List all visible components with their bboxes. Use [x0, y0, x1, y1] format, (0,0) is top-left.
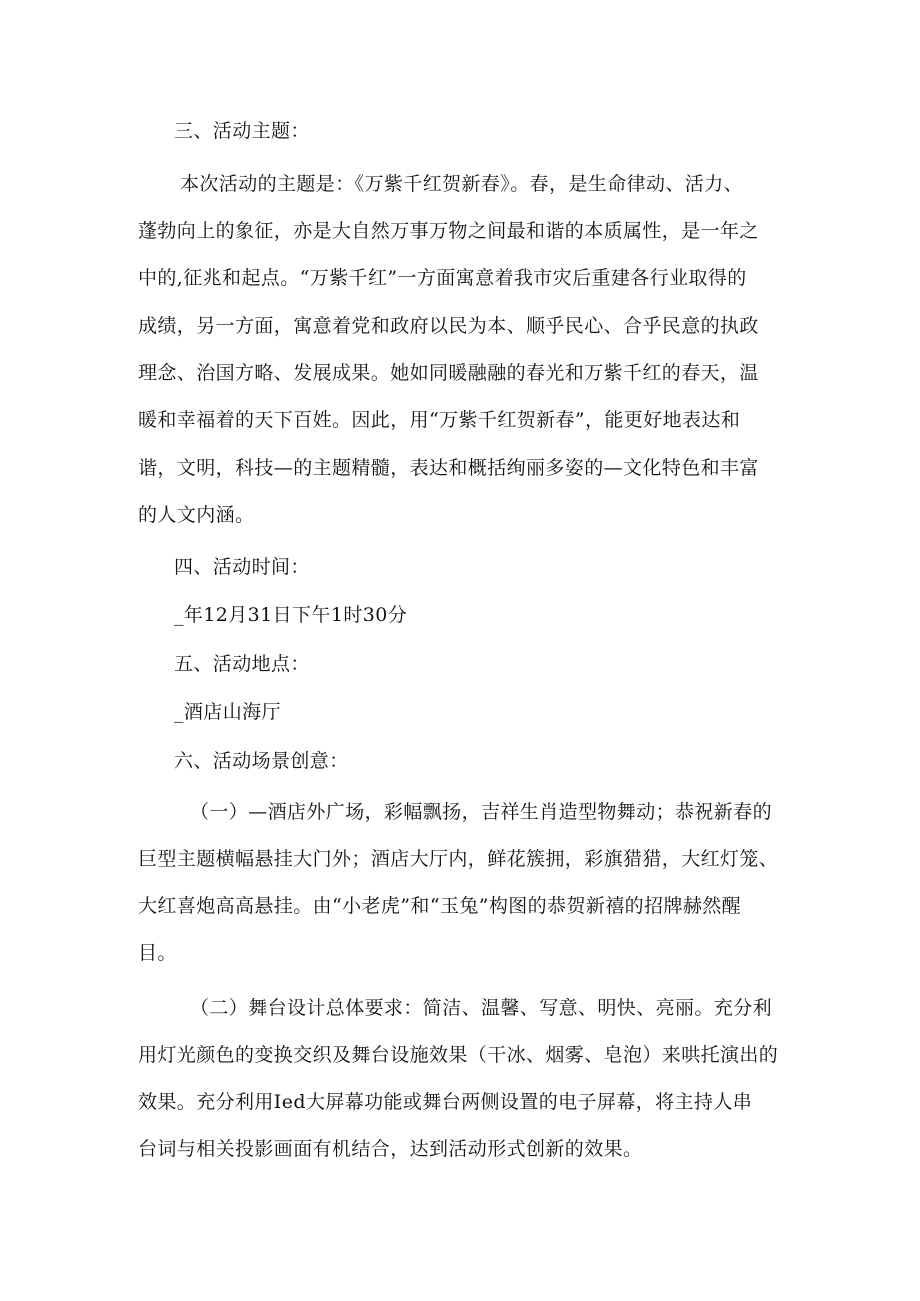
time-value: _年12月31日下午1时30分 — [174, 604, 408, 626]
scene-paragraph-2-line: （二）舞台设计总体要求：简洁、温馨、写意、明快、亮丽。充分利 — [190, 997, 773, 1019]
theme-paragraph-line: 谐，文明，科技—的主题精髓，表达和概括绚丽多姿的—文化特色和丰富 — [138, 457, 759, 479]
scene-paragraph-1-line: （一）—酒店外广场，彩幅飘扬，吉祥生肖造型物舞动；恭祝新春的 — [190, 801, 773, 823]
theme-paragraph-line: 蓬勃向上的象征，亦是大自然万事万物之间最和谐的本质属性，是一年之 — [138, 220, 759, 242]
scene-paragraph-2-line: 台词与相关投影画面有机结合，达到活动形式创新的效果。 — [138, 1138, 643, 1160]
theme-paragraph-line: 中的,征兆和起点。“万紫千红”一方面寓意着我市灾后重建各行业取得的 — [138, 267, 747, 289]
scene-paragraph-1-line: 巨型主题横幅悬挂大门外；酒店大厅内，鲜花簇拥，彩旗猎猎，大红灯笼、 — [138, 848, 779, 870]
scene-paragraph-2-line: 效果。充分利用Ied大屏幕功能或舞台两侧设置的电子屏幕，将主持人串 — [138, 1091, 753, 1113]
section-heading-theme: 三、活动主题： — [174, 120, 310, 142]
scene-paragraph-1-line: 大红喜炮高高悬挂。由“小老虎”和“玉兔”构图的恭贺新禧的招牌赫然醒 — [138, 895, 742, 917]
section-heading-scene: 六、活动场景创意： — [174, 750, 349, 772]
theme-paragraph-line: 的人文内涵。 — [138, 504, 255, 526]
section-heading-time: 四、活动时间： — [174, 556, 310, 578]
place-value: _酒店山海厅 — [174, 701, 281, 723]
theme-paragraph-line: 成绩，另一方面，寓意着党和政府以民为本、顺乎民心、合乎民意的执政 — [138, 315, 759, 337]
theme-paragraph-line: 暖和幸福着的天下百姓。因此，用“万紫千红贺新春”，能更好地表达和 — [138, 409, 741, 431]
theme-paragraph-line: 本次活动的主题是：《万紫千红贺新春》。春，是生命律动、活力、 — [180, 173, 744, 195]
scene-paragraph-2-line: 用灯光颜色的变换交织及舞台设施效果（干冰、烟雾、皂泡）来哄托演出的 — [138, 1044, 779, 1066]
section-heading-place: 五、活动地点： — [174, 653, 310, 675]
scene-paragraph-1-line: 目。 — [138, 942, 177, 964]
theme-paragraph-line: 理念、治国方略、发展成果。她如同暖融融的春光和万紫千红的春天，温 — [138, 362, 759, 384]
